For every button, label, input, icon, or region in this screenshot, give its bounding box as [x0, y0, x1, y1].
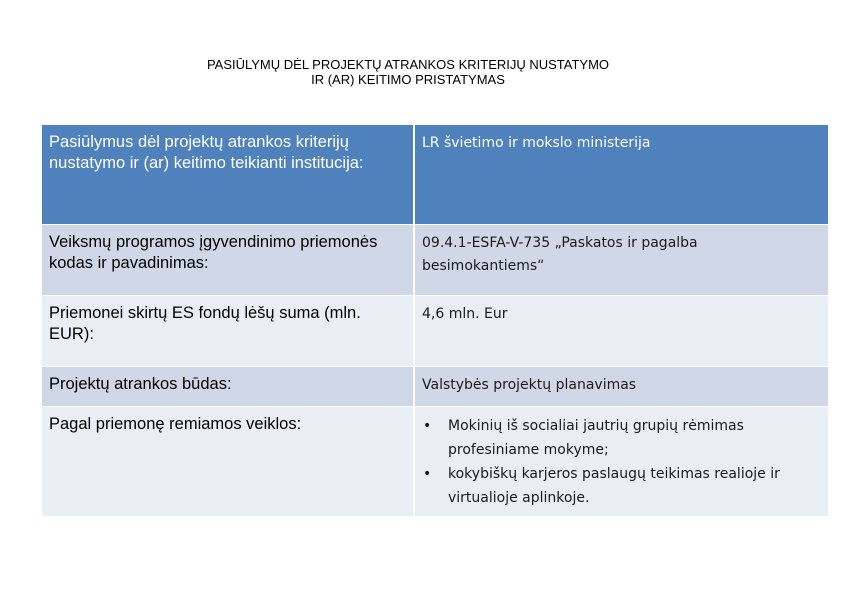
- bullet-icon: •: [423, 418, 432, 434]
- measure-label: Veiksmų programos įgyvendinimo priemonės kodas ir pavadinimas:: [42, 225, 414, 296]
- activities-label: Pagal priemonę remiamos veiklos:: [42, 407, 414, 517]
- info-table: [42, 125, 828, 517]
- selection-label: Projektų atrankos būdas:: [42, 367, 414, 407]
- table-row-activities: [42, 407, 828, 517]
- table-row-selection: [42, 367, 828, 407]
- list-item: [422, 462, 822, 510]
- title-line-2: IR (AR) KEITIMO PRISTATYMAS: [311, 72, 505, 87]
- table-row-institution: [42, 125, 828, 225]
- document-title: [0, 57, 816, 87]
- activities-value: [414, 407, 828, 517]
- bullet-icon: •: [423, 466, 432, 482]
- funds-label: Priemonei skirtų ES fondų lėšų suma (mln. EUR):: [42, 296, 414, 367]
- activities-list: [422, 414, 822, 510]
- table-row-funds: [42, 296, 828, 367]
- selection-value: Valstybės projektų planavimas: [414, 367, 828, 407]
- institution-label: Pasiūlymus dėl projektų atrankos kriterijų nustatymo ir (ar) keitimo teikianti institucija:: [42, 125, 414, 225]
- measure-value: 09.4.1-ESFA-V-735 „Paskatos ir pagalba besimokantiems“: [414, 225, 828, 296]
- activity-text: Mokinių iš socialiai jautrių grupių rėmimas profesiniame mokyme;: [448, 418, 744, 458]
- activity-text: kokybiškų karjeros paslaugų teikimas realioje ir virtualioje aplinkoje.: [448, 466, 780, 506]
- title-line-1: PASIŪLYMŲ DĖL PROJEKTŲ ATRANKOS KRITERIJŲ NUSTATYMO: [206, 57, 610, 72]
- funds-value: 4,6 mln. Eur: [414, 296, 828, 367]
- table-row-measure: [42, 225, 828, 296]
- list-item: [422, 414, 822, 462]
- institution-value: LR švietimo ir mokslo ministerija: [414, 125, 828, 225]
